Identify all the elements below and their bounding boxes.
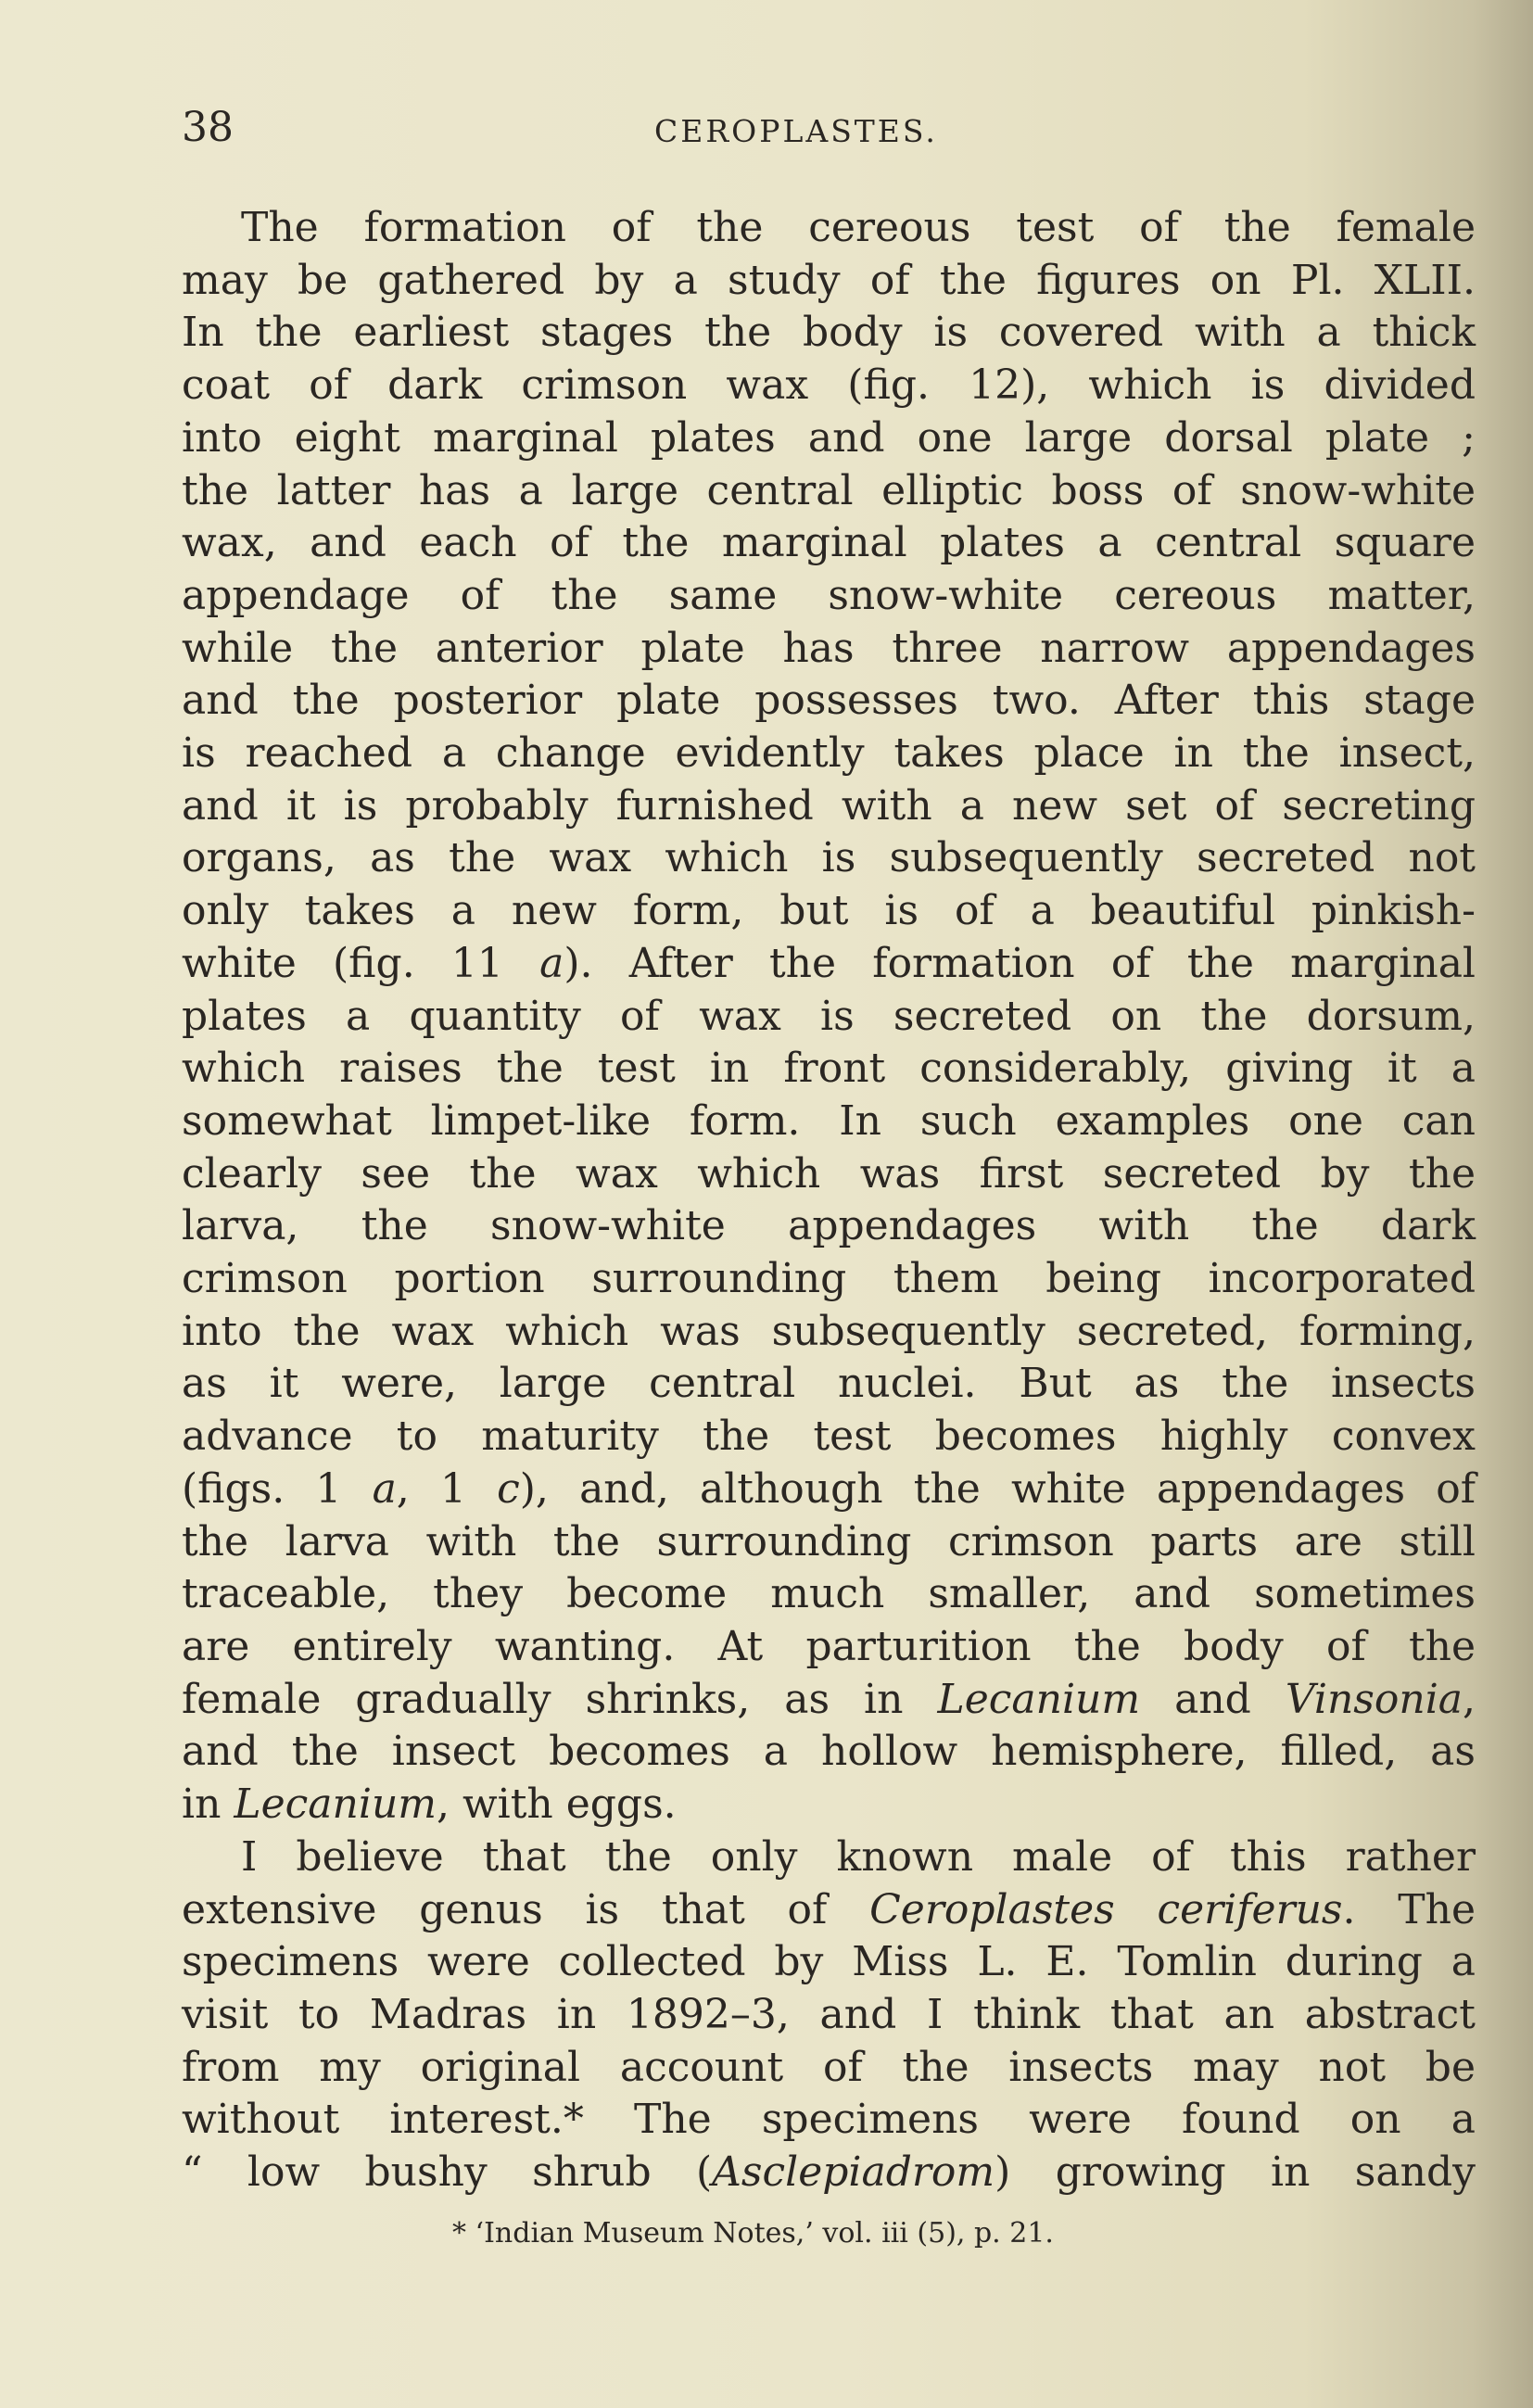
text-line: are entirely wanting. At parturition the body of the xyxy=(182,1622,1476,1670)
text-line: and the posterior plate possesses two. After this stage xyxy=(182,677,1476,725)
text-line: (figs. 1 a, 1 c), and, although the white appendages of xyxy=(182,1464,1476,1513)
text-line: the latter has a large central elliptic boss of snow-white xyxy=(182,466,1476,514)
text-line: from my original account of the insects may not be xyxy=(182,2043,1476,2091)
body-text xyxy=(182,202,1476,2199)
text-line: In the earliest stages the body is covered with a thick xyxy=(182,309,1476,357)
paragraph-2 xyxy=(182,1831,1476,2199)
text-line: into the wax which was subsequently secreted, forming, xyxy=(182,1307,1476,1355)
text-line: wax, and each of the marginal plates a central square xyxy=(182,519,1476,567)
paragraph-1 xyxy=(182,202,1476,1831)
text-line: organs, as the wax which is subsequently secreted not xyxy=(182,834,1476,882)
text-line: somewhat limpet-like form. In such examples one can xyxy=(182,1096,1476,1145)
text-line: and the insect becomes a hollow hemisphere, filled, as xyxy=(182,1728,1476,1776)
text-line: female gradually shrinks, as in Lecanium and Vinsonia, xyxy=(182,1675,1476,1723)
text-line: clearly see the wax which was first secreted by the xyxy=(182,1149,1476,1198)
text-line: appendage of the same snow-white cereous matter, xyxy=(182,571,1476,619)
footnote: * ‘Indian Museum Notes,’ vol. iii (5), p. 21. xyxy=(452,2217,1054,2250)
text-line: into eight marginal plates and one large dorsal plate ; xyxy=(182,413,1476,462)
text-line: may be gathered by a study of the figures on Pl. XLII. xyxy=(182,256,1476,304)
text-line: “ low bushy shrub (Asclepiadrom) growing in sandy xyxy=(182,2148,1476,2197)
text-line: is reached a change evidently takes place in the insect, xyxy=(182,729,1476,778)
text-line: only takes a new form, but is of a beautiful pinkish- xyxy=(182,887,1476,935)
page-number: 38 xyxy=(182,104,234,151)
text-line: plates a quantity of wax is secreted on the dorsum, xyxy=(182,992,1476,1040)
text-line: advance to maturity the test becomes highly convex xyxy=(182,1413,1476,1461)
text-line: while the anterior plate has three narrow appendages xyxy=(182,624,1476,672)
text-line: in Lecanium, with eggs. xyxy=(182,1781,677,1829)
text-line: coat of dark crimson wax (fig. 12), which is divided xyxy=(182,361,1476,410)
text-line: traceable, they become much smaller, and sometimes xyxy=(182,1570,1476,1618)
text-line: the larva with the surrounding crimson parts are still xyxy=(182,1517,1476,1565)
text-line: visit to Madras in 1892–3, and I think that an abstract xyxy=(182,1990,1476,2038)
text-line: as it were, large central nuclei. But as the insects xyxy=(182,1360,1476,1408)
text-line: white (fig. 11 a). After the formation of the marginal xyxy=(182,939,1476,987)
text-line: which raises the test in front considerably, giving it a xyxy=(182,1045,1476,1093)
text-line: crimson portion surrounding them being incorporated xyxy=(182,1255,1476,1303)
text-line: specimens were collected by Miss L. E. Tomlin during a xyxy=(182,1938,1476,1986)
text-line: The formation of the cereous test of the female xyxy=(241,204,1476,251)
text-line: larva, the snow-white appendages with the dark xyxy=(182,1202,1476,1250)
text-line: I believe that the only known male of this rather xyxy=(241,1832,1476,1881)
text-line: without interest.* The specimens were found on a xyxy=(182,2096,1476,2144)
text-line: and it is probably furnished with a new set of secreting xyxy=(182,781,1476,830)
running-head: CEROPLASTES. xyxy=(654,113,938,149)
page-header xyxy=(182,100,1479,156)
text-line: extensive genus is that of Ceroplastes ceriferus. The xyxy=(182,1885,1476,1933)
